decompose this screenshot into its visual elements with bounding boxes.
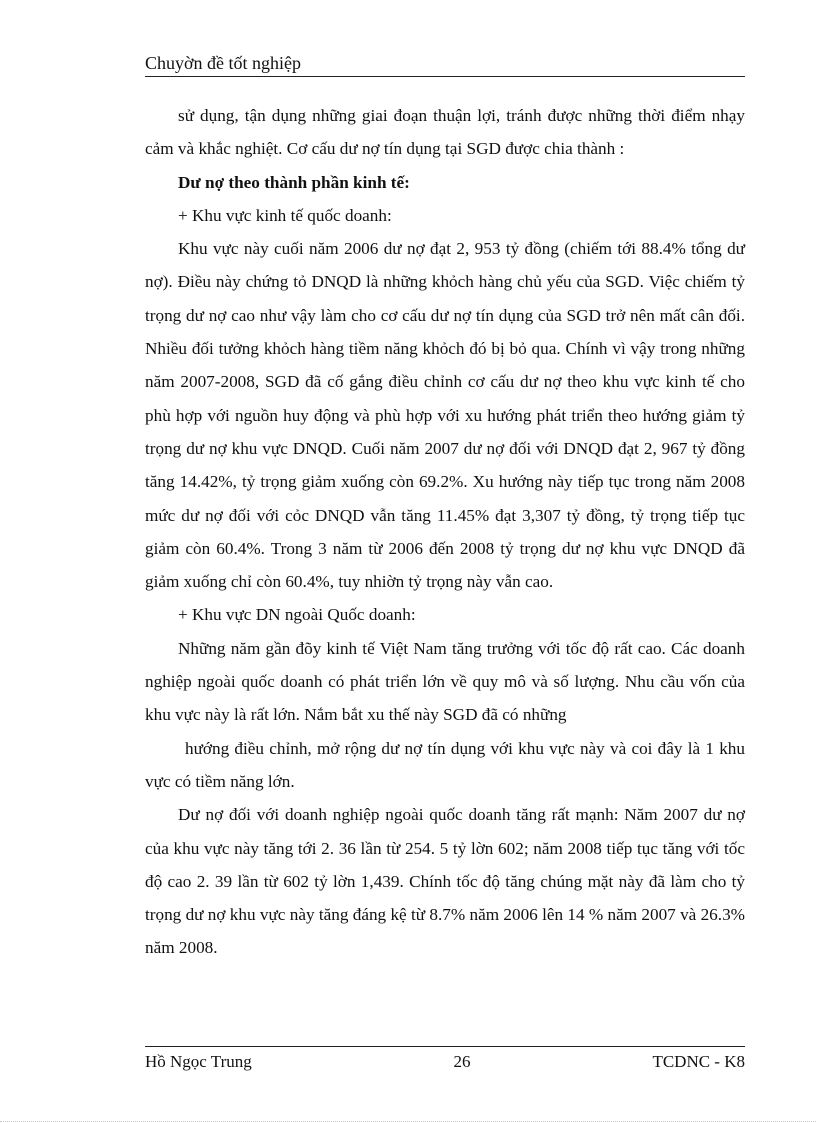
page-bottom-edge — [0, 1121, 816, 1122]
footer-class-code: TCDNC - K8 — [652, 1052, 745, 1071]
paragraph-private-sector-direction: hướng điều chỉnh, mở rộng dư nợ tín dụng với khu vực này và coi đây là 1 khu vực có tiềm năng lớn. — [145, 738, 745, 791]
paragraph-private-sector-growth: Dư nợ đối với doanh nghiệp ngoài quốc doanh tăng rất mạnh: Năm 2007 dư nợ của khu vực này tăng tới 2. 36 lần từ 254. 5 tỷ lờn 602; năm 2008 tiếp tục tăng với tốc độ cao 2. 39 lần từ 602 tỷ lờn 1,439. Chính tốc độ tăng chúng mặt này đã làm cho tỷ trọng dư nợ khu vực này tăng đáng kệ từ 8.7% năm 2006 lên 14 % năm 2007 và 26.3% năm 2008. — [145, 805, 745, 958]
paragraph-continuation: sử dụng, tận dụng những giai đoạn thuận lợi, tránh được những thời điểm nhạy cảm và khắc nghiệt. Cơ cấu dư nợ tín dụng tại SGD được chia thành : — [145, 106, 745, 159]
body-text — [145, 99, 745, 965]
footer-author: Hồ Ngọc Trung — [145, 1052, 252, 1071]
footer-rule — [145, 1046, 745, 1047]
section-heading-economic-sector: Dư nợ theo thành phần kinh tế: — [178, 172, 410, 192]
header-rule — [145, 76, 745, 77]
footer-page-number: 26 — [453, 1052, 471, 1071]
page-header-title: Chuyờn đề tốt nghiệp — [145, 53, 302, 73]
subheading-private-sector: + Khu vực DN ngoài Quốc doanh: — [178, 605, 416, 625]
subheading-state-sector: + Khu vực kinh tế quốc doanh: — [178, 205, 392, 225]
paragraph-private-sector-intro: Những năm gần đõy kinh tế Việt Nam tăng trưởng với tốc độ rất cao. Các doanh nghiệp ngoài quốc doanh có phát triển lớn về quy mô và số lượng. Nhu cầu vốn của khu vực này là rất lớn. Nắm bắt xu thế này SGD đã có những — [145, 638, 745, 725]
paragraph-state-sector: Khu vực này cuối năm 2006 dư nợ đạt 2, 953 tỷ đồng (chiếm tới 88.4% tổng dư nợ). Điều này chứng tỏ DNQD là những khỏch hàng chủ yếu của SGD. Việc chiếm tỷ trọng dư nợ cao như vậy làm cho cơ cấu dư nợ tín dụng của SGD trở nên mất cân đối. Nhiều đối tưởng khỏch hàng tiềm năng khỏch đó bị bỏ qua. Chính vì vậy trong những năm 2007-2008, SGD đã cố gắng điều chỉnh cơ cấu dư nợ theo khu vực kinh tế cho phù hợp với nguồn huy động và phù hợp với xu hướng phát triển theo hướng giảm tỷ trọng dư nợ khu vực DNQD. Cuối năm 2007 dư nợ đối với DNQD đạt 2, 967 tỷ đồng tăng 14.42%, tỷ trọng giảm xuống còn 69.2%. Xu hướng này tiếp tục trong năm 2008 mức dư nợ đối với cỏc DNQD vẫn tăng 11.45% đạt 3,307 tỷ đồng, tỷ trọng tiếp tục giảm còn 60.4%. Trong 3 năm từ 2006 đến 2008 tỷ trọng dư nợ khu vực DNQD đã giảm xuống chỉ còn 60.4%, tuy nhiờn tỷ trọng này vẫn cao. — [145, 239, 745, 592]
